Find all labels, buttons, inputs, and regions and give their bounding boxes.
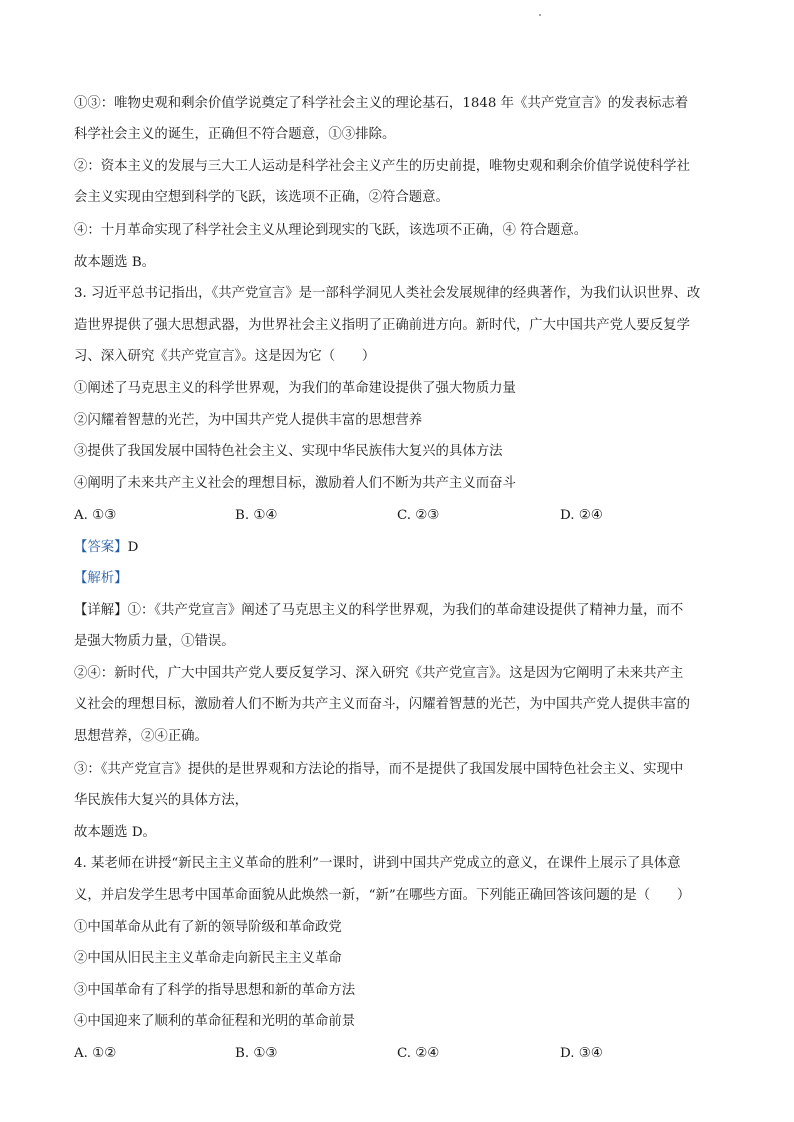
answer-value: D [127, 540, 139, 555]
q4-option-b: B. ①③ [235, 1046, 278, 1061]
q3-option-b: B. ①④ [235, 508, 278, 523]
q4-item-4: ④中国迎来了顺利的革命征程和光明的革命前景 [74, 1014, 356, 1029]
q3-conclusion: 故本题选 D。 [74, 825, 156, 840]
q3-item-2: ②闪耀着智慧的光芒，为中国共产党人提供丰富的思想营养 [74, 413, 423, 428]
q4-item-1: ①中国革命从此有了新的领导阶级和革命政党 [74, 920, 342, 935]
q3-detail-line [74, 601, 724, 621]
q4-option-a: A. ①② [74, 1046, 117, 1061]
q3-stem: 3. 习近平总书记指出，《共产党宣言》是一部科学洞见人类社会发展规律的经典著作，为我们认识世界、改 [74, 286, 701, 301]
q3-detail-line: 义社会的理想目标，激励着人们不断为共产主义而奋斗，闪耀着智慧的光芒，为中国共产党人提供丰富的 [74, 697, 690, 712]
q3-option-d: D. ②④ [560, 508, 603, 523]
q2-analysis-line: ②：资本主义的发展与三大工人运动是科学社会主义产生的历史前提，唯物史观和剩余价值学说使科学社 [74, 159, 690, 174]
q3-answer [74, 538, 724, 558]
analysis-label: 【解析】 [74, 571, 128, 586]
q3-stem: 造世界提供了强大思想武器，为世界社会主义指明了正确前进方向。新时代，广大中国共产党人要反复学 [74, 318, 690, 333]
q4-stem: 4. 某老师在讲授“新民主主义革命的胜利”一课时，讲到中国共产党成立的意义，在课件上展示了具体意 [74, 856, 681, 871]
q3-option-c: C. ②③ [397, 508, 440, 523]
q2-analysis-line: 科学社会主义的诞生，正确但不符合题意，①③排除。 [74, 127, 396, 142]
q3-detail-line: ③：《共产党宣言》提供的是世界观和方法论的指导，而不是提供了我国发展中国特色社会主义、实现中 [74, 762, 684, 777]
q2-analysis-line: 会主义实现由空想到科学的飞跃，该选项不正确，②符合题意。 [74, 190, 449, 205]
q3-item-1: ①阐述了马克思主义的科学世界观，为我们的革命建设提供了强大物质力量 [74, 381, 516, 396]
q3-detail-line: 华民族伟大复兴的具体方法， [74, 793, 249, 808]
q3-option-a: A. ①③ [74, 508, 117, 523]
q3-stem: 习、深入研究《共产党宣言》。这是因为它（ ） [74, 349, 376, 364]
answer-label: 【答案】 [74, 540, 128, 555]
q3-detail-line: ②④：新时代，广大中国共产党人要反复学习、深入研究《共产党宣言》。这是因为它阐明了未来共产主 [74, 666, 684, 681]
q4-item-3: ③中国革命有了科学的指导思想和新的革命方法 [74, 983, 356, 998]
q3-detail-line: 是强大物质力量，①错误。 [74, 634, 235, 649]
q4-item-2: ②中国从旧民主主义革命走向新民主主义革命 [74, 951, 342, 966]
q4-option-c: C. ②④ [397, 1046, 440, 1061]
q2-conclusion: 故本题选 B。 [74, 255, 156, 270]
q2-analysis-line: ①③：唯物史观和剩余价值学说奠定了科学社会主义的理论基石，1848 年《共产党宣言》的发表标志着 [74, 96, 689, 111]
detail-text: ①：《共产党宣言》阐述了马克思主义的科学世界观，为我们的革命建设提供了精神力量，而不 [127, 603, 684, 618]
q4-option-d: D. ③④ [560, 1046, 603, 1061]
q3-analysis-heading [74, 569, 724, 589]
detail-label: 【详解】 [74, 603, 128, 618]
q3-item-3: ③提供了我国发展中国特色社会主义、实现中华民族伟大复兴的具体方法 [74, 444, 503, 459]
q4-stem: 义，并启发学生思考中国革命面貌从此焕然一新，“新”在哪些方面。下列能正确回答该问题的是（ ） [74, 888, 691, 903]
q2-analysis-line: ④：十月革命实现了科学社会主义从理论到现实的飞跃，该选项不正确，④ 符合题意。 [74, 223, 588, 238]
q3-item-4: ④阐明了未来共产主义社会的理想目标，激励着人们不断为共产主义而奋斗 [74, 476, 516, 491]
page-mark [539, 14, 541, 16]
q3-detail-line: 思想营养，②④正确。 [74, 729, 208, 744]
